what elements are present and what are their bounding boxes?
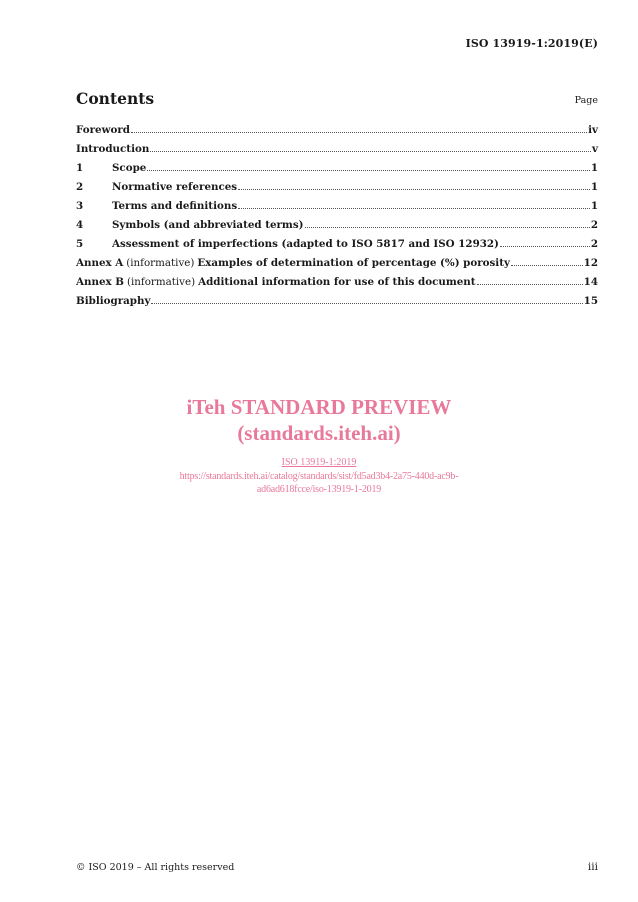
toc-entry-symbols[interactable]: [76, 219, 598, 238]
toc-entry-title: Bibliography: [76, 295, 151, 307]
toc-entry-title: Examples of determination of percentage (%) porosity: [197, 257, 510, 269]
leader-dots: [238, 188, 590, 190]
toc-entry-number: 5: [76, 238, 84, 250]
toc-entry-page: 12: [583, 257, 598, 269]
toc-entry-number: 4: [76, 219, 84, 231]
toc-entry-page: 2: [590, 219, 598, 231]
leader-dots: [305, 226, 590, 228]
leader-dots: [147, 169, 590, 171]
toc-entry-page: 2: [590, 238, 598, 250]
leader-dots: [511, 264, 583, 266]
table-of-contents: [76, 124, 598, 314]
toc-entry-number: 3: [76, 200, 84, 212]
page-column-label: Page: [574, 95, 598, 106]
leader-dots: [150, 150, 591, 152]
watermark-standard-link[interactable]: ISO 13919-1:2019: [281, 457, 357, 468]
toc-entry-number: 2: [76, 181, 84, 193]
toc-entry-title: Terms and definitions: [112, 200, 238, 212]
toc-entry-title: Assessment of imperfections (adapted to ISO 5817 and ISO 12932): [112, 238, 499, 250]
contents-title: Contents: [76, 89, 155, 108]
toc-entry-page: v: [592, 143, 598, 155]
toc-entry-foreword[interactable]: [76, 124, 598, 143]
toc-entry-scope[interactable]: [76, 162, 598, 181]
toc-entry-title: Foreword: [76, 124, 130, 136]
toc-entry-title: Normative references: [112, 181, 238, 193]
toc-entry-number: 1: [76, 162, 84, 174]
watermark-url-line2[interactable]: ad6ad618fcce/iso-13919-1-2019: [256, 484, 382, 495]
toc-entry-page: 15: [583, 295, 598, 307]
toc-entry-informative: (informative): [126, 257, 195, 269]
toc-entry-page: 14: [583, 276, 598, 288]
contents-header: [76, 89, 598, 111]
watermark-url-line1[interactable]: https://standards.iteh.ai/catalog/standards/sist/fd5ad3b4-2a75-440d-ac9b-: [179, 471, 459, 482]
toc-entry-annex-label: Annex B: [76, 276, 124, 288]
toc-entry-assessment-of-imperfections[interactable]: [76, 238, 598, 257]
leader-dots: [131, 131, 587, 133]
toc-entry-annex-b[interactable]: [76, 276, 598, 295]
toc-entry-title: Introduction: [76, 143, 150, 155]
toc-entry-bibliography[interactable]: [76, 295, 598, 314]
footer-page-number: iii: [587, 861, 598, 873]
toc-entry-page: 1: [590, 162, 598, 174]
toc-entry-title: Scope: [112, 162, 147, 174]
watermark-subtitle: (standards.iteh.ai): [237, 421, 401, 445]
toc-entry-page: iv: [588, 124, 598, 136]
leader-dots: [500, 245, 590, 247]
toc-entry-page: 1: [590, 181, 598, 193]
toc-entry-annex-label: Annex A: [76, 257, 124, 269]
leader-dots: [151, 302, 582, 304]
toc-entry-normative-references[interactable]: [76, 181, 598, 200]
leader-dots: [238, 207, 590, 209]
toc-entry-annex-a[interactable]: [76, 257, 598, 276]
toc-entry-title: Symbols (and abbreviated terms): [112, 219, 304, 231]
toc-entry-informative: (informative): [126, 276, 196, 288]
footer-copyright: © ISO 2019 – All rights reserved: [76, 862, 235, 873]
toc-entry-page: 1: [590, 200, 598, 212]
toc-entry-terms-and-definitions[interactable]: [76, 200, 598, 219]
leader-dots: [477, 283, 583, 285]
toc-entry-title: Additional information for use of this document: [198, 276, 476, 288]
document-id: ISO 13919-1:2019(E): [465, 37, 598, 50]
toc-entry-introduction[interactable]: [76, 143, 598, 162]
watermark-title: iTeh STANDARD PREVIEW: [186, 395, 452, 419]
